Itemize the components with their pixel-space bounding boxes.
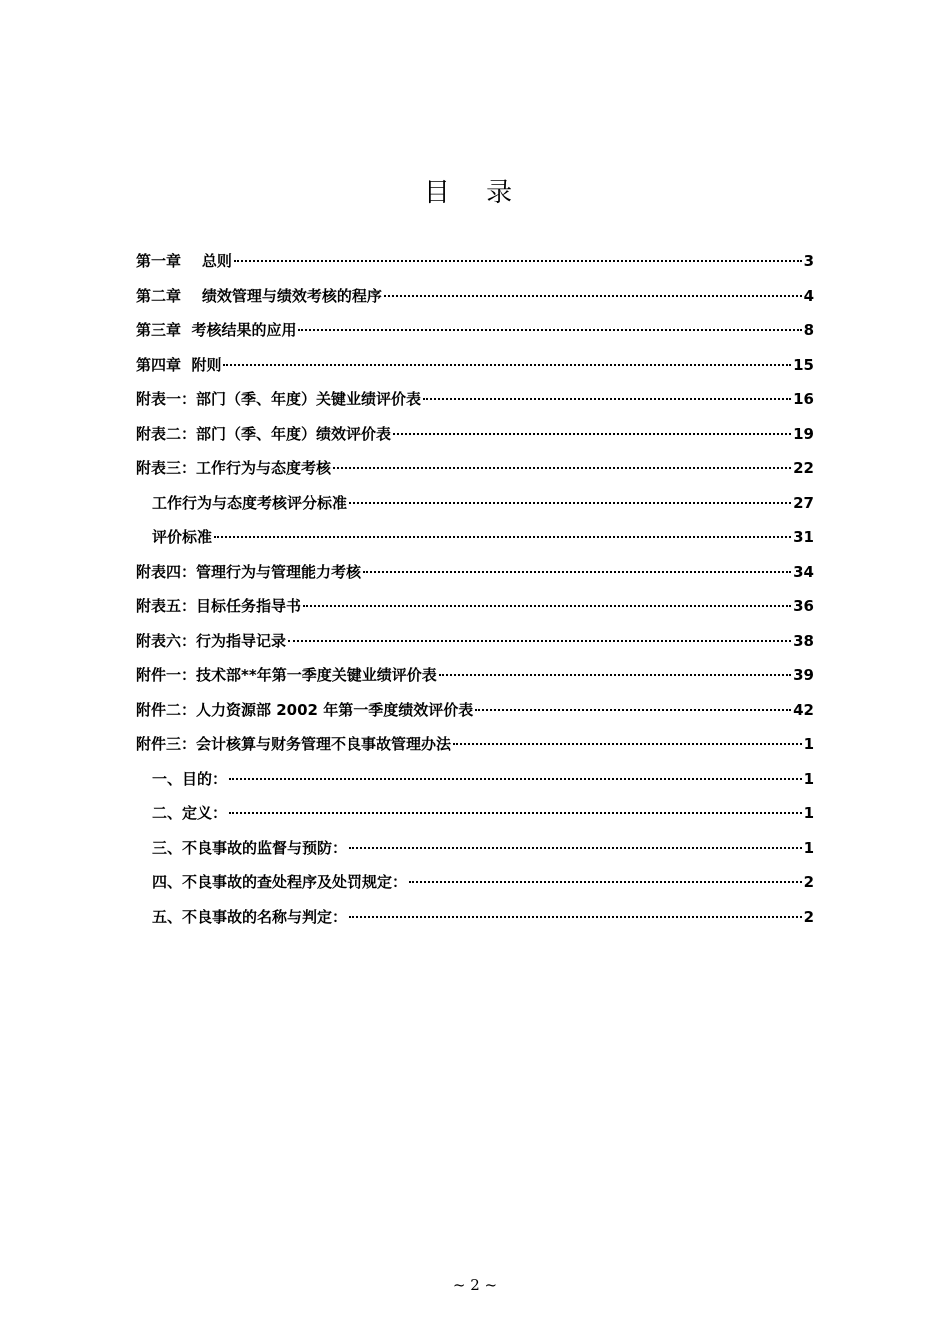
toc-entry[interactable] [136, 871, 814, 906]
toc-dot-leader [229, 778, 802, 780]
toc-entry[interactable] [136, 526, 814, 561]
toc-entry-page-number: 31 [793, 528, 814, 546]
toc-entry-label: 附表四：管理行为与管理能力考核 [136, 562, 362, 581]
toc-entry[interactable] [136, 423, 814, 458]
toc-dot-leader [409, 881, 802, 883]
toc-entry-label: 附表五：目标任务指导书 [136, 597, 302, 615]
toc-entry[interactable] [136, 802, 814, 837]
toc-entry-label: 第三章 考核结果的应用 [136, 321, 297, 339]
toc-dot-leader [214, 536, 791, 538]
toc-entry-page-number: 3 [803, 252, 814, 270]
toc-entry-label: 第四章 附则 [136, 355, 222, 374]
toc-entry-label: 附表三：工作行为与态度考核 [136, 459, 332, 477]
toc-dot-leader [303, 605, 791, 607]
toc-dot-leader [393, 433, 791, 435]
toc-entry[interactable] [136, 768, 814, 803]
toc-entry-page-number: 27 [793, 493, 814, 512]
toc-entry-page-number: 2 [803, 873, 814, 891]
toc-entry[interactable] [136, 388, 814, 423]
toc-entry-label: 五、不良事故的名称与判定： [152, 907, 348, 926]
toc-entry-label: 附表二：部门（季、年度）绩效评价表 [136, 424, 392, 443]
toc-entry-label: 四、不良事故的查处程序及处罚规定： [152, 873, 408, 891]
toc-dot-leader [439, 674, 791, 676]
toc-entry-label: 附表一：部门（季、年度）关键业绩评价表 [136, 390, 422, 408]
page-title: 目 录 [423, 178, 527, 208]
toc-entry-page-number: 39 [793, 666, 814, 684]
toc-entry[interactable] [136, 664, 814, 699]
toc-entry-page-number: 2 [803, 907, 814, 926]
toc-dot-leader [349, 502, 791, 504]
table-of-contents [136, 250, 814, 940]
toc-entry-label: 附件一：技术部**年第一季度关键业绩评价表 [136, 666, 437, 684]
toc-dot-leader [288, 640, 791, 642]
toc-entry[interactable] [136, 595, 814, 630]
toc-entry[interactable] [136, 492, 814, 527]
toc-entry-page-number: 8 [803, 321, 814, 339]
toc-entry-page-number: 42 [793, 700, 814, 719]
toc-entry[interactable] [136, 319, 814, 354]
toc-entry-page-number: 1 [803, 735, 814, 753]
toc-dot-leader [384, 295, 802, 297]
toc-entry[interactable] [136, 699, 814, 734]
toc-entry-label: 第一章 总则 [136, 252, 232, 270]
toc-entry-label: 二、定义： [152, 804, 228, 822]
toc-entry[interactable] [136, 250, 814, 285]
toc-entry-page-number: 36 [793, 597, 814, 615]
toc-entry-page-number: 19 [793, 424, 814, 443]
toc-dot-leader [333, 467, 791, 469]
toc-entry-label: 附件三：会计核算与财务管理不良事故管理办法 [136, 735, 452, 753]
toc-entry-page-number: 15 [793, 355, 814, 374]
toc-entry[interactable] [136, 561, 814, 596]
toc-dot-leader [223, 364, 791, 366]
page-number-footer: ~ 2 ~ [452, 1276, 498, 1294]
toc-entry[interactable] [136, 906, 814, 941]
toc-entry[interactable] [136, 733, 814, 768]
toc-entry-label: 附件二：人力资源部 2002 年第一季度绩效评价表 [136, 700, 474, 719]
toc-dot-leader [229, 812, 802, 814]
toc-entry[interactable] [136, 285, 814, 320]
toc-dot-leader [349, 916, 802, 918]
toc-entry[interactable] [136, 354, 814, 389]
toc-entry-label: 一、目的： [152, 769, 228, 788]
toc-dot-leader [363, 571, 791, 573]
toc-entry-page-number: 34 [793, 562, 814, 581]
toc-entry-page-number: 4 [803, 286, 814, 305]
toc-entry-label: 附表六：行为指导记录 [136, 631, 287, 650]
toc-entry-label: 第二章 绩效管理与绩效考核的程序 [136, 286, 382, 305]
toc-entry-label: 工作行为与态度考核评分标准 [152, 493, 348, 512]
toc-entry-label: 三、不良事故的监督与预防： [152, 838, 348, 857]
toc-entry-page-number: 1 [803, 838, 814, 857]
toc-entry[interactable] [136, 457, 814, 492]
toc-entry-label: 评价标准 [152, 528, 213, 546]
toc-dot-leader [423, 398, 791, 400]
toc-entry[interactable] [136, 630, 814, 665]
toc-dot-leader [453, 743, 802, 745]
toc-entry-page-number: 1 [803, 804, 814, 822]
toc-dot-leader [234, 260, 802, 262]
toc-entry-page-number: 38 [793, 631, 814, 650]
toc-entry-page-number: 16 [793, 390, 814, 408]
toc-dot-leader [298, 329, 801, 331]
toc-entry-page-number: 1 [803, 769, 814, 788]
toc-entry-page-number: 22 [793, 459, 814, 477]
toc-dot-leader [349, 847, 802, 849]
toc-dot-leader [475, 709, 791, 711]
toc-entry[interactable] [136, 837, 814, 872]
